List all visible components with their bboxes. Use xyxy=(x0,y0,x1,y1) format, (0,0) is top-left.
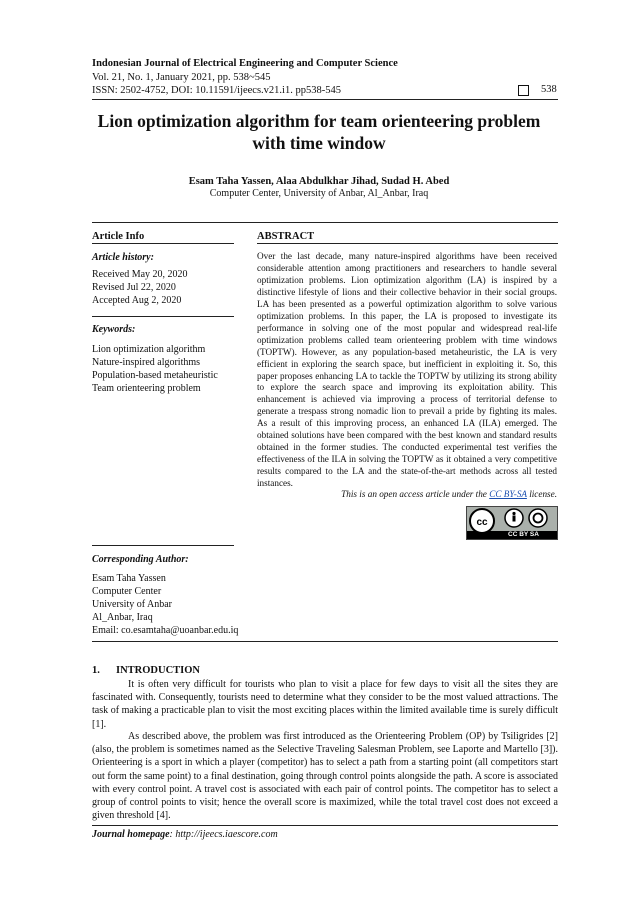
page-marker-icon xyxy=(518,85,529,96)
page-number: 538 xyxy=(541,84,557,95)
intro-paragraph-2: As described above, the problem was first introduced as the Orienteering Problem (OP) by Tsiligrides [2] (also, the problem is sometimes named as the Selective Traveling Salesman Problem, see Laporte and Martello [3]). Orienteering is a sport in which a player (competitor) has to select a path from a starting point (all competitors start out form the same point) to a final destination, going through control points alongside the path. A score is associated with every control point. A travel cost is associated with each pair of control points. The competitor has to select a group of control points to visit; hence the overall score is maximized, while the total travel cost does not exceed a given threshold [4]. xyxy=(92,731,558,822)
info-head-rule xyxy=(92,243,234,244)
cc-logo-label: CC BY SA xyxy=(508,531,539,538)
history-label: Article history: xyxy=(92,252,154,263)
article-info-heading: Article Info xyxy=(92,231,145,242)
journal-name: Indonesian Journal of Electrical Engineering and Computer Science xyxy=(92,58,398,69)
title-line-1: Lion optimization algorithm for team orienteering problem xyxy=(97,111,541,131)
authors: Esam Taha Yassen, Alaa Abdulkhar Jihad, Sudad H. Abed xyxy=(188,176,450,187)
keywords-label: Keywords: xyxy=(92,324,136,335)
keyword: Nature-inspired algorithms xyxy=(92,357,201,368)
info-top-rule xyxy=(92,222,558,223)
cc-by-sa-link[interactable]: CC BY-SA xyxy=(489,489,527,499)
section-divider xyxy=(92,641,558,642)
accepted-date: Accepted Aug 2, 2020 xyxy=(92,295,182,306)
intro-heading: INTRODUCTION xyxy=(116,665,201,676)
title-line-2: with time window xyxy=(252,133,386,153)
paper-title xyxy=(60,110,578,154)
intro-paragraph-1: It is often very difficult for tourists who plan to visit a place for few days to visit all the sites they are fascinated with. Consequently, tourists need to determine what they consider to be the most valued attractions. The task of making a practicable plan to visit the most exciting places within the limited available time is surely difficult [1]. xyxy=(92,679,558,730)
corresponding-label: Corresponding Author: xyxy=(92,554,189,565)
svg-text:cc: cc xyxy=(476,517,488,528)
volume-info: Vol. 21, No. 1, January 2021, pp. 538~545 xyxy=(92,72,271,83)
keywords-list xyxy=(92,343,218,395)
abstract-heading: ABSTRACT xyxy=(257,231,315,242)
homepage-url[interactable]: : http://ijeecs.iaescore.com xyxy=(169,829,278,840)
keyword: Lion optimization algorithm xyxy=(92,344,206,355)
revised-date: Revised Jul 22, 2020 xyxy=(92,282,176,293)
author-name: Esam Taha Yassen xyxy=(92,573,166,584)
license-suffix: license. xyxy=(526,489,557,499)
license-statement xyxy=(257,489,557,499)
issn-doi: ISSN: 2502-4752, DOI: 10.11591/ijeecs.v21.i1. pp538-545 xyxy=(92,85,341,96)
author-location: Al_Anbar, Iraq xyxy=(92,612,153,623)
corresponding-rule xyxy=(92,545,234,546)
corresponding-details xyxy=(92,572,238,637)
affiliation: Computer Center, University of Anbar, Al_Anbar, Iraq xyxy=(209,188,429,199)
footer-rule xyxy=(92,825,558,826)
abstract-text: Over the last decade, many nature-inspired algorithms have been received considerable attention among practitioners and researchers to handle several optimization problems. Lion optimization algorithm (LA) is inspired by a distinctive lifestyle of lions and their collective behavior in their social groups. LA has been presented as a powerful optimization algorithm to solve various optimization problems. In this paper, the LA is proposed to investigate its performance in solving one of the most popular and widespread real-life optimization problems called team orienteering problem with time windows (TOPTW). However, as any population-based metaheuristic, the LA is very efficient in exploring the search space, but inefficient in exploiting it. So, this paper proposes enhancing LA to tackle the TOPTW by utilizing its strong ability to explore the search space and improving its exploitation ability. This enhancement is achieved via improving a process of territorial defense to generate a trespass strong nomadic lion to prevail a pride by fighting its males. As a result of this improving process, an enhanced LA (ILA) emerged. The obtained solutions have been compared with the best known and standard results obtained in the former studies. The conducted experimental test verifies the effectiveness of the ILA in solving the TOPTW as it obtained a very competitive results compared to the LA and the state-of-the-art methods across all tested instances. xyxy=(257,251,557,489)
history-rule xyxy=(92,316,234,317)
header-rule xyxy=(92,99,558,100)
homepage-label: Journal homepage xyxy=(92,829,170,840)
received-date: Received May 20, 2020 xyxy=(92,269,188,280)
keyword: Team orienteering problem xyxy=(92,383,201,394)
license-prefix: This is an open access article under the xyxy=(341,489,490,499)
history-list xyxy=(92,268,188,307)
journal-homepage xyxy=(92,829,278,840)
cc-license-logo[interactable] xyxy=(466,506,558,540)
keyword: Population-based metaheuristic xyxy=(92,370,218,381)
intro-number: 1. xyxy=(92,665,100,676)
author-university: University of Anbar xyxy=(92,599,172,610)
author-dept: Computer Center xyxy=(92,586,162,597)
author-email: Email: co.esamtaha@uoanbar.edu.iq xyxy=(92,625,239,636)
abstract-head-rule xyxy=(257,243,558,244)
